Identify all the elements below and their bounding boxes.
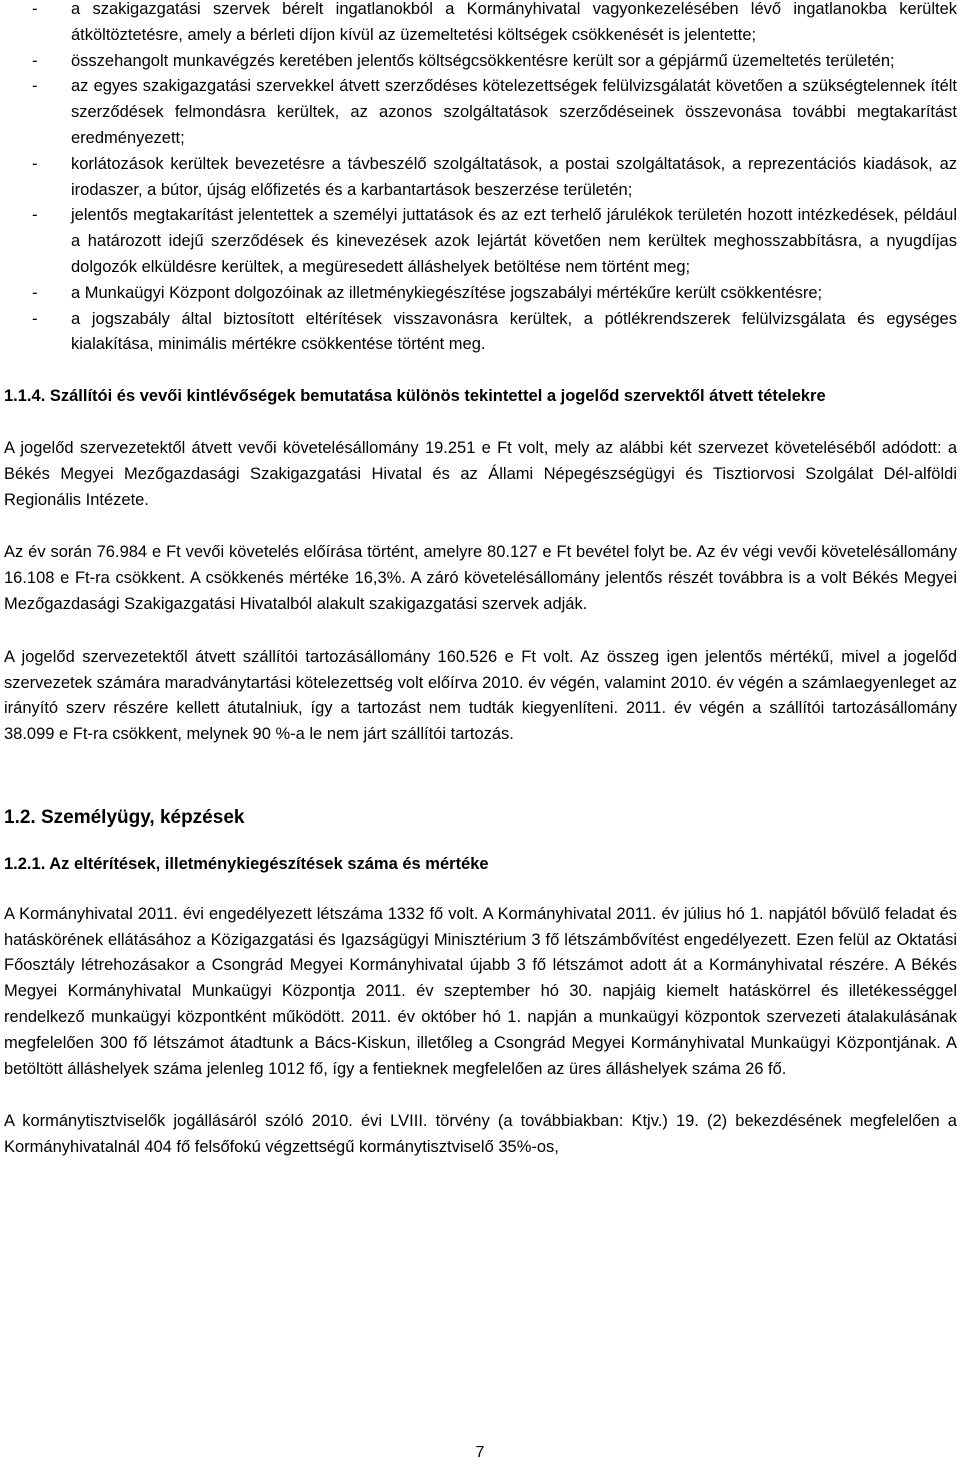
list-item: - jelentős megtakarítást jelentettek a személyi juttatások és az ezt terhelő járulékok területén hozott intézkedések, például a határozott idejű szerződések és kinevezések azok lejártát követően nem kerültek meghosszabbításra, a nyugdíjas dolgozók elküldésre kerültek, a megüresedett álláshelyek betöltése nem történt meg; — [32, 206, 957, 276]
list-item-text: a szakigazgatási szervek bérelt ingatlanokból a Kormányhivatal vagyonkezelésében lévő ingatlanokba kerültek átköltöztetésre, amely a bérleti díjon kívül az üzemeltetési költségek csökkenését is jelentette; — [71, 0, 957, 44]
section-heading-1-2-1: 1.2.1. Az eltérítések, illetménykiegészítések száma és mértéke — [4, 854, 489, 873]
list-item: - a szakigazgatási szervek bérelt ingatlanokból a Kormányhivatal vagyonkezelésében lévő ingatlanokba kerültek átköltöztetésre, amely a bérleti díjon kívül az üzemeltetési költségek csökkenését is jelentette; — [32, 0, 957, 44]
list-item-text: a jogszabály által biztosított eltérítések visszavonásra kerültek, a pótlékrendszerek felülvizsgálata és egységes kialakítása, minimális mértékre csökkentése történt meg. — [71, 309, 957, 354]
list-item: - a Munkaügyi Központ dolgozóinak az illetménykiegészítése jogszabályi mértékűre került csökkentésre; — [32, 283, 823, 302]
list-item: - összehangolt munkavégzés keretében jelentős költségcsökkentésre került sor a gépjármű üzemeltetés területén; — [32, 51, 895, 70]
paragraph: A Kormányhivatal 2011. évi engedélyezett létszáma 1332 fő volt. A Kormányhivatal 2011. év július hó 1. napjától bővülő feladat és hatáskörének ellátásához a Közigazgatási és Igazságügyi Minisztérium 3 fő létszámbővítést engedélyezett. Ezen felül az Oktatási Főosztály létrehozásakor a Csongrád Megyei Kormányhivatal újabb 3 fő létszámot adott át a Kormányhivatal részére. A Békés Megyei Kormányhivatal Munkaügyi Központja 2011. év szeptember hó 30. napjáig kiemelt hatáskörrel és illetékességgel rendelkező munkaügyi központként működött. 2011. év október hó 1. napján a munkaügyi központok szervezeti átalakulásának megfelelően 300 fő létszámot átadtunk a Bács-Kiskun, illetőleg a Csongrád Megyei Kormányhivatal Munkaügyi Központjának. A betöltött álláshelyek száma jelenleg 1012 fő, így a fentieknek megfelelően az üres álláshelyek száma 26 fő. — [4, 904, 957, 1078]
list-item: - korlátozások kerültek bevezetésre a távbeszélő szolgáltatások, a postai szolgáltatások, a reprezentációs kiadások, az irodaszer, a bútor, újság előfizetés és a karbantartások beszerzése területén; — [32, 154, 957, 199]
list-item: - az egyes szakigazgatási szervekkel átvett szerződéses kötelezettségek felülvizsgálatát követően a szükségtelennek ítélt szerződések felmondásra kerültek, az azonos szolgáltatások szerződéseinek összevonása további megtakarítást eredményezett; — [32, 77, 957, 147]
paragraph: A jogelőd szervezetektől átvett vevői követelésállomány 19.251 e Ft volt, mely az alábbi két szervezet követeléséből adódott: a Békés Megyei Mezőgazdasági Szakigazgatási Hivatal és az Állami Népegészségügyi és Tisztiorvosi Szolgálat Dél-alföldi Regionális Intézete. — [4, 438, 957, 509]
list-item: - a jogszabály által biztosított eltérítések visszavonásra kerültek, a pótlékrendszerek felülvizsgálata és egységes kialakítása, minimális mértékre csökkentése történt meg. — [32, 309, 957, 354]
list-item-text: összehangolt munkavégzés keretében jelentős költségcsökkentésre került sor a gépjármű üzemeltetés területén; — [71, 51, 895, 70]
paragraph: Az év során 76.984 e Ft vevői követelés előírása történt, amelyre 80.127 e Ft bevétel folyt be. Az év végi vevői követelésállomány 16.108 e Ft-ra csökkent. A csökkenés mértéke 16,3%. A záró követelésállomány jelentős részét továbbra is a volt Békés Megyei Mezőgazdasági Szakigazgatási Hivatalból alakult szakigazgatási szervek adják. — [4, 543, 957, 613]
list-item-text: az egyes szakigazgatási szervekkel átvett szerződéses kötelezettségek felülvizsgálatát követően a szükségtelennek ítélt szerződések felmondásra kerültek, az azonos szolgáltatások szerződéseinek összevonása további megtakarítást eredményezett; — [71, 77, 957, 147]
list-item-text: korlátozások kerültek bevezetésre a távbeszélő szolgáltatások, a postai szolgáltatások, a reprezentációs kiadások, az irodaszer, a bútor, újság előfizetés és a karbantartások beszerzése területén; — [71, 154, 957, 199]
section-heading-1-2: 1.2. Személyügy, képzések — [4, 806, 245, 828]
list-item-text: jelentős megtakarítást jelentettek a személyi juttatások és az ezt terhelő járulékok területén hozott intézkedések, például a határozott idejű szerződések és kinevezések azok lejártát követően nem kerültek meghosszabbításra, a nyugdíjas dolgozók elküldésre kerültek, a megüresedett álláshelyek betöltése nem történt meg; — [71, 206, 957, 276]
list-item-text: a Munkaügyi Központ dolgozóinak az illetménykiegészítése jogszabályi mértékűre került csökkentésre; — [71, 283, 823, 302]
measures-list — [4, 0, 957, 358]
page-number: 7 — [475, 1444, 485, 1461]
section-heading-1-1-4: 1.1.4. Szállítói és vevői kintlévőségek bemutatása különös tekintettel a jogelőd szervektől átvett tételekre — [4, 387, 826, 406]
paragraph: A jogelőd szervezetektől átvett szállítói tartozásállomány 160.526 e Ft volt. Az összeg igen jelentős mértékű, mivel a jogelőd szervezetek számára maradványtartási kötelezettség volt előírva 2010. év végén, valamint 2010. év végén a számlaegyenleget az irányító szerv részére kellett átutalniuk, így a tartozást nem tudták kiegyenlíteni. 2011. év végén a szállítói tartozásállomány 38.099 e Ft-ra csökkent, melynek 90 %-a le nem járt szállítói tartozás. — [4, 647, 957, 744]
paragraph: A kormánytisztviselők jogállásáról szóló 2010. évi LVIII. törvény (a továbbiakban: Ktjv.) 19. (2) bekezdésének megfelelően a Kormányhivatalnál 404 fő felsőfokú végzettségű kormánytisztviselő 35%-os, — [4, 1112, 957, 1157]
